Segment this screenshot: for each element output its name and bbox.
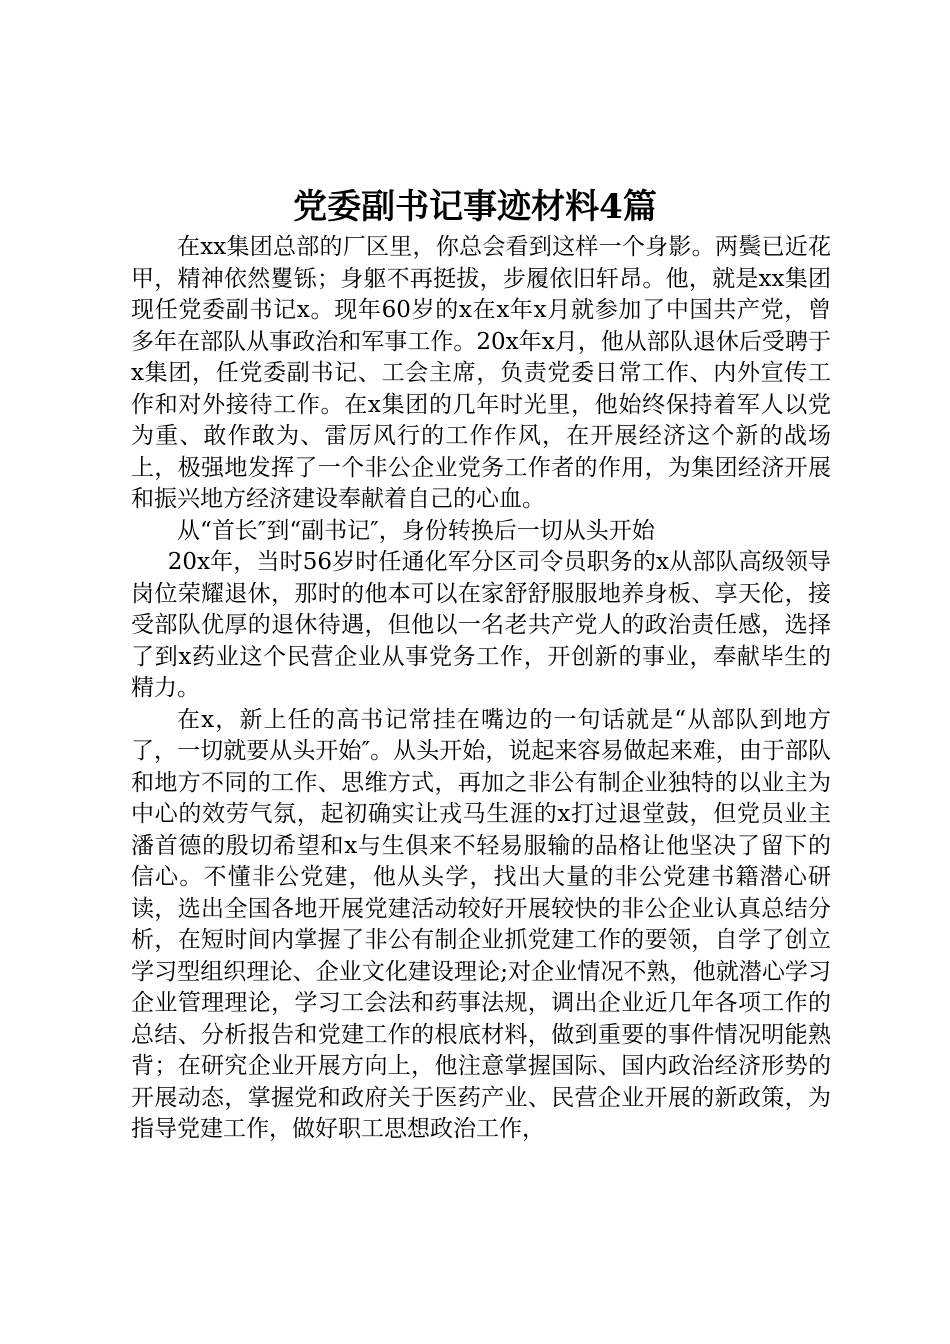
document-body xyxy=(131,232,831,1146)
paragraph-retirement: 20x年，当时56岁时任通化军分区司令员职务的x从部队高级领导岗位荣耀退休，那时的他本可以在家舒舒服服地养身板、享天伦，接受部队优厚的退休待遇，但他以一名老共产党人的政治责任感，选择了到x药业这个民营企业从事党务工作，开创新的事业，奉献毕生的精力。 xyxy=(131,549,831,701)
document-title: 党委副书记事迹材料4篇 xyxy=(293,187,657,227)
section-heading: 从“首长″到“副书记″，身份转换后一切从头开始 xyxy=(177,517,655,544)
paragraph-start-over: 在x，新上任的高书记常挂在嘴边的一句话就是“从部队到地方了，一切就要从头开始″。从头开始，说起来容易做起来难，由于部队和地方不同的工作、思维方式，再加之非公有制企业独特的以业主为中心的效劳气氛，起初确实让戎马生涯的x打过退堂鼓，但党员业主潘首德的殷切希望和x与生俱来不轻易服输的品格让他坚决了留下的信心。不懂非公党建，他从头学，找出大量的非公党建书籍潜心研读，选出全国各地开展党建活动较好开展较快的非公企业认真总结分析，在短时间内掌握了非公有制企业抓党建工作的要领，自学了创立学习型组织理论、企业文化建设理论;对企业情况不熟，他就潜心学习企业管理理论，学习工会法和药事法规，调出企业近几年各项工作的总结、分析报告和党建工作的根底材料，做到重要的事件情况明能熟背；在研究企业开展方向上，他注意掌握国际、国内政治经济形势的开展动态，掌握党和政府关于医药产业、民营企业开展的新政策，为指导党建工作，做好职工思想政治工作， xyxy=(131,706,831,1142)
paragraph-intro: 在xx集团总部的厂区里，你总会看到这样一个身影。两鬓已近花甲，精神依然矍铄；身躯不再挺拔，步履依旧轩昂。他，就是xx集团现任党委副书记x。现年60岁的x在x年x月就参加了中国共产党，曾多年在部队从事政治和军事工作。20x年x月，他从部队退休后受聘于x集团，任党委副书记、工会主席，负责党委日常工作、内外宣传工作和对外接待工作。在x集团的几年时光里，他始终保持着军人以党为重、敢作敢为、雷厉风行的工作作风，在开展经济这个新的战场上，极强地发挥了一个非公企业党务工作者的作用，为集团经济开展和振兴地方经济建设奉献着自己的心血。 xyxy=(131,234,831,512)
